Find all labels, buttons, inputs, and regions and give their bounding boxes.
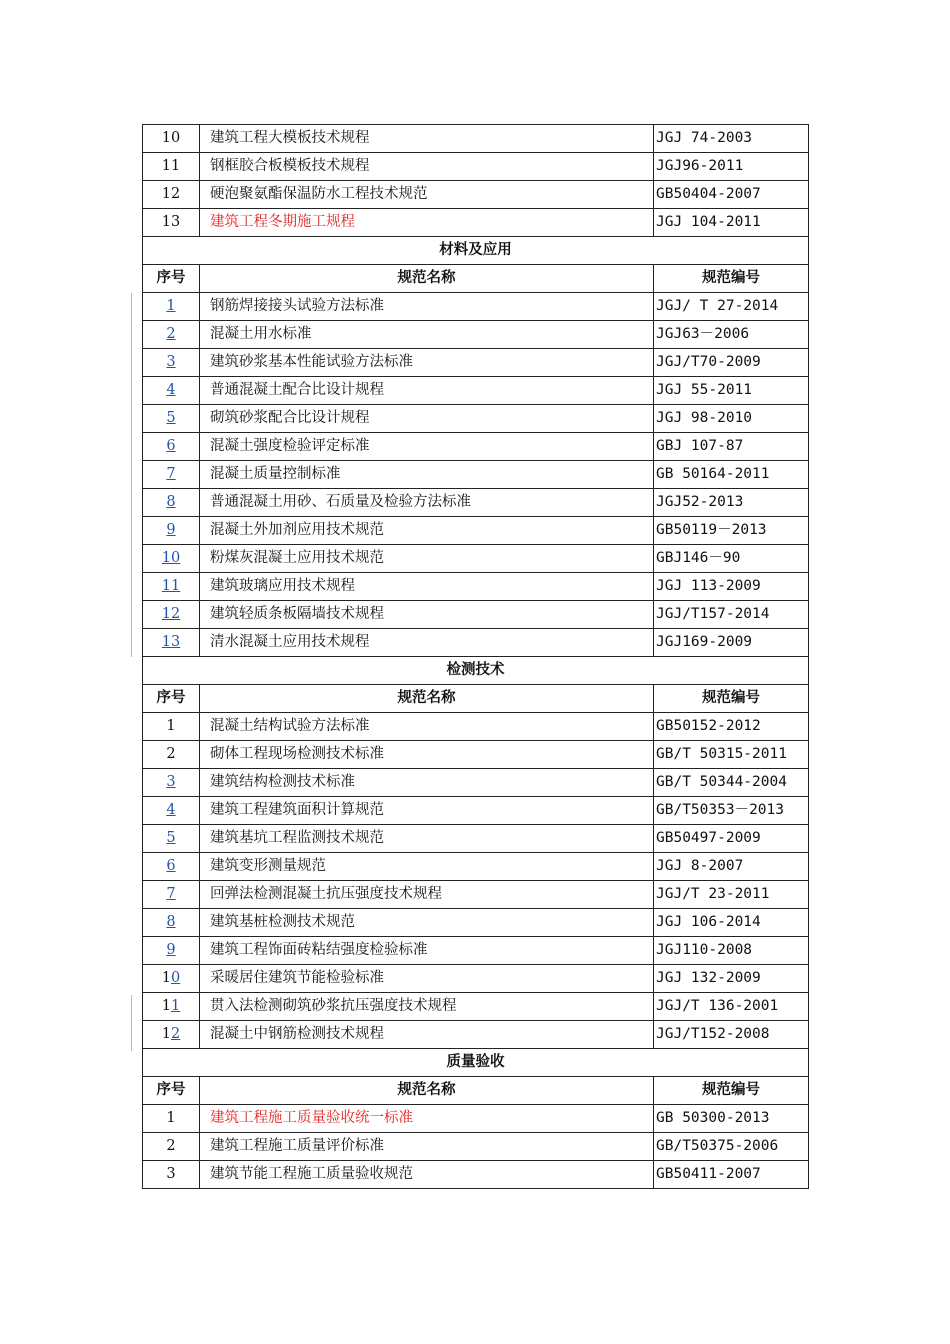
serial-number-cell: [143, 461, 200, 489]
header-standard-name: 规范名称: [200, 265, 654, 293]
table-row: [143, 965, 809, 993]
header-standard-name: 规范名称: [200, 685, 654, 713]
standard-code-cell: JGJ/T 23-2011: [654, 881, 809, 909]
standard-code-cell: JGJ63－2006: [654, 321, 809, 349]
serial-number-link[interactable]: 12: [161, 606, 181, 622]
section-title: 质量验收: [143, 1049, 809, 1077]
serial-number-link[interactable]: 6: [166, 438, 176, 454]
table-row: [143, 573, 809, 601]
table-row: [143, 209, 809, 237]
serial-number-link[interactable]: 13: [161, 634, 181, 650]
standard-name-cell: 贯入法检测砌筑砂浆抗压强度技术规程: [200, 993, 654, 1021]
serial-number-cell: [143, 573, 200, 601]
table-row: [143, 293, 809, 321]
standard-code-cell: GB/T 50344-2004: [654, 769, 809, 797]
standard-code-cell: GB 50164-2011: [654, 461, 809, 489]
table-row: [143, 433, 809, 461]
table-row: [143, 797, 809, 825]
serial-number-link[interactable]: 3: [166, 774, 176, 790]
serial-number-cell: 10: [143, 125, 200, 153]
header-standard-name: 规范名称: [200, 1077, 654, 1105]
serial-number-cell: [143, 629, 200, 657]
serial-number-cell: [143, 377, 200, 405]
serial-number-cell: [143, 545, 200, 573]
standard-name-cell: 硬泡聚氨酯保温防水工程技术规范: [200, 181, 654, 209]
table-row: [143, 629, 809, 657]
standards-table-body: [143, 125, 809, 1189]
table-row: [143, 713, 809, 741]
margin-mark-left: [131, 995, 132, 1051]
table-row: [143, 461, 809, 489]
standard-code-cell: GB/T 50315-2011: [654, 741, 809, 769]
serial-number-cell: [143, 965, 200, 993]
serial-number-link[interactable]: 4: [166, 802, 176, 818]
serial-number-cell: [143, 321, 200, 349]
serial-number-link[interactable]: 9: [166, 942, 176, 958]
serial-number-cell: [143, 993, 200, 1021]
standard-name-cell: 混凝土中钢筋检测技术规程: [200, 1021, 654, 1049]
serial-number-cell: 3: [143, 1161, 200, 1189]
standard-code-cell: JGJ 113-2009: [654, 573, 809, 601]
table-row: [143, 489, 809, 517]
margin-mark-left: [131, 293, 132, 657]
table-row: [143, 1161, 809, 1189]
serial-number-link[interactable]: 11: [161, 578, 181, 594]
standard-code-cell: JGJ 104-2011: [654, 209, 809, 237]
serial-number-link[interactable]: 6: [166, 858, 176, 874]
serial-number-cell: [143, 1021, 200, 1049]
section-title: 材料及应用: [143, 237, 809, 265]
serial-number-link[interactable]: 3: [166, 354, 176, 370]
standard-name-cell: 建筑玻璃应用技术规程: [200, 573, 654, 601]
standard-code-cell: JGJ96-2011: [654, 153, 809, 181]
serial-number-cell: [143, 909, 200, 937]
standard-name-cell: 建筑工程冬期施工规程: [200, 209, 654, 237]
standard-name-cell: 建筑工程大模板技术规程: [200, 125, 654, 153]
table-row: [143, 405, 809, 433]
standard-code-cell: JGJ/ T 27-2014: [654, 293, 809, 321]
standard-code-cell: JGJ 106-2014: [654, 909, 809, 937]
section-row: [143, 657, 809, 685]
header-serial-number: 序号: [143, 685, 200, 713]
standard-code-cell: GB50411-2007: [654, 1161, 809, 1189]
standard-code-cell: GB50152-2012: [654, 713, 809, 741]
serial-number-link[interactable]: 4: [166, 382, 176, 398]
standard-code-cell: GBJ 107-87: [654, 433, 809, 461]
standard-name-cell: 建筑变形测量规范: [200, 853, 654, 881]
header-serial-number: 序号: [143, 1077, 200, 1105]
table-row: [143, 125, 809, 153]
standard-name-cell: 清水混凝土应用技术规程: [200, 629, 654, 657]
serial-number-cell: [143, 405, 200, 433]
standard-code-cell: GBJ146－90: [654, 545, 809, 573]
standard-code-cell: JGJ 74-2003: [654, 125, 809, 153]
serial-number-cell: [143, 349, 200, 377]
standard-name-cell: 建筑工程建筑面积计算规范: [200, 797, 654, 825]
standards-table: [142, 124, 809, 1189]
standard-name-cell: 建筑节能工程施工质量验收规范: [200, 1161, 654, 1189]
serial-number-prefix: 1: [161, 970, 171, 986]
standard-name-cell: 普通混凝土用砂、石质量及检验方法标准: [200, 489, 654, 517]
serial-number-cell: [143, 517, 200, 545]
serial-number-cell: 2: [143, 1133, 200, 1161]
serial-number-link[interactable]: 2: [171, 1026, 181, 1042]
table-row: [143, 601, 809, 629]
standard-code-cell: GB50404-2007: [654, 181, 809, 209]
standard-name-cell: 混凝土结构试验方法标准: [200, 713, 654, 741]
standard-code-cell: JGJ 132-2009: [654, 965, 809, 993]
table-row: [143, 825, 809, 853]
standard-name-cell: 建筑工程施工质量评价标准: [200, 1133, 654, 1161]
standard-code-cell: GB 50300-2013: [654, 1105, 809, 1133]
standard-name-cell: 建筑基桩检测技术规范: [200, 909, 654, 937]
column-header-row: [143, 685, 809, 713]
standard-name-cell: 砌体工程现场检测技术标准: [200, 741, 654, 769]
serial-number-link[interactable]: 8: [166, 914, 176, 930]
standard-code-cell: JGJ 8-2007: [654, 853, 809, 881]
table-row: [143, 853, 809, 881]
table-row: [143, 321, 809, 349]
serial-number-link[interactable]: 1: [166, 298, 176, 314]
column-header-row: [143, 1077, 809, 1105]
serial-number-cell: 12: [143, 181, 200, 209]
standard-name-cell: 混凝土质量控制标准: [200, 461, 654, 489]
table-row: [143, 1133, 809, 1161]
standard-name-cell: 回弹法检测混凝土抗压强度技术规程: [200, 881, 654, 909]
serial-number-link[interactable]: 10: [161, 550, 181, 566]
serial-number-cell: [143, 825, 200, 853]
standard-name-cell: 建筑工程施工质量验收统一标准: [200, 1105, 654, 1133]
serial-number-cell: 2: [143, 741, 200, 769]
standard-code-cell: JGJ/T 136-2001: [654, 993, 809, 1021]
serial-number-cell: [143, 797, 200, 825]
table-row: [143, 545, 809, 573]
table-row: [143, 741, 809, 769]
table-row: [143, 349, 809, 377]
standard-code-cell: JGJ/T70-2009: [654, 349, 809, 377]
standard-code-cell: JGJ52-2013: [654, 489, 809, 517]
standard-code-cell: JGJ/T152-2008: [654, 1021, 809, 1049]
standard-code-cell: GB50119－2013: [654, 517, 809, 545]
table-row: [143, 769, 809, 797]
serial-number-cell: 1: [143, 713, 200, 741]
section-row: [143, 237, 809, 265]
serial-number-cell: [143, 937, 200, 965]
standard-name-cell: 钢框胶合板模板技术规程: [200, 153, 654, 181]
standard-name-cell: 混凝土外加剂应用技术规范: [200, 517, 654, 545]
standard-name-cell: 采暖居住建筑节能检验标准: [200, 965, 654, 993]
table-row: [143, 1021, 809, 1049]
standard-name-cell: 建筑工程饰面砖粘结强度检验标准: [200, 937, 654, 965]
standard-name-cell: 粉煤灰混凝土应用技术规范: [200, 545, 654, 573]
standard-code-cell: GB50497-2009: [654, 825, 809, 853]
standard-code-cell: GB/T50353－2013: [654, 797, 809, 825]
header-standard-code: 规范编号: [654, 685, 809, 713]
table-row: [143, 377, 809, 405]
serial-number-link[interactable]: 8: [166, 494, 176, 510]
serial-number-cell: [143, 853, 200, 881]
table-row: [143, 1105, 809, 1133]
serial-number-cell: [143, 433, 200, 461]
standard-name-cell: 砌筑砂浆配合比设计规程: [200, 405, 654, 433]
standard-name-cell: 钢筋焊接接头试验方法标准: [200, 293, 654, 321]
serial-number-cell: [143, 601, 200, 629]
table-row: [143, 993, 809, 1021]
serial-number-link[interactable]: 2: [166, 326, 176, 342]
serial-number-cell: [143, 881, 200, 909]
table-row: [143, 937, 809, 965]
table-row: [143, 909, 809, 937]
standard-name-cell: 混凝土用水标准: [200, 321, 654, 349]
serial-number-link[interactable]: 7: [166, 466, 176, 482]
serial-number-cell: [143, 769, 200, 797]
serial-number-cell: 13: [143, 209, 200, 237]
table-row: [143, 517, 809, 545]
serial-number-link[interactable]: 1: [171, 998, 181, 1014]
header-serial-number: 序号: [143, 265, 200, 293]
serial-number-link[interactable]: 5: [166, 410, 176, 426]
table-row: [143, 881, 809, 909]
standard-code-cell: JGJ/T157-2014: [654, 601, 809, 629]
header-standard-code: 规范编号: [654, 265, 809, 293]
serial-number-cell: 1: [143, 1105, 200, 1133]
table-row: [143, 153, 809, 181]
standard-code-cell: JGJ 98-2010: [654, 405, 809, 433]
column-header-row: [143, 265, 809, 293]
standard-name-cell: 建筑轻质条板隔墙技术规程: [200, 601, 654, 629]
serial-number-cell: 11: [143, 153, 200, 181]
serial-number-link[interactable]: 0: [171, 970, 181, 986]
serial-number-cell: [143, 293, 200, 321]
header-standard-code: 规范编号: [654, 1077, 809, 1105]
standard-code-cell: JGJ 55-2011: [654, 377, 809, 405]
standard-name-cell: 建筑砂浆基本性能试验方法标准: [200, 349, 654, 377]
serial-number-link[interactable]: 9: [166, 522, 176, 538]
table-row: [143, 181, 809, 209]
serial-number-prefix: 1: [161, 1026, 171, 1042]
serial-number-cell: [143, 489, 200, 517]
serial-number-link[interactable]: 5: [166, 830, 176, 846]
section-row: [143, 1049, 809, 1077]
section-title: 检测技术: [143, 657, 809, 685]
serial-number-prefix: 1: [161, 998, 171, 1014]
standard-code-cell: JGJ169-2009: [654, 629, 809, 657]
standard-name-cell: 混凝土强度检验评定标准: [200, 433, 654, 461]
standard-name-cell: 普通混凝土配合比设计规程: [200, 377, 654, 405]
standard-code-cell: JGJ110-2008: [654, 937, 809, 965]
serial-number-link[interactable]: 7: [166, 886, 176, 902]
standard-code-cell: GB/T50375-2006: [654, 1133, 809, 1161]
standard-name-cell: 建筑基坑工程监测技术规范: [200, 825, 654, 853]
standard-name-cell: 建筑结构检测技术标准: [200, 769, 654, 797]
